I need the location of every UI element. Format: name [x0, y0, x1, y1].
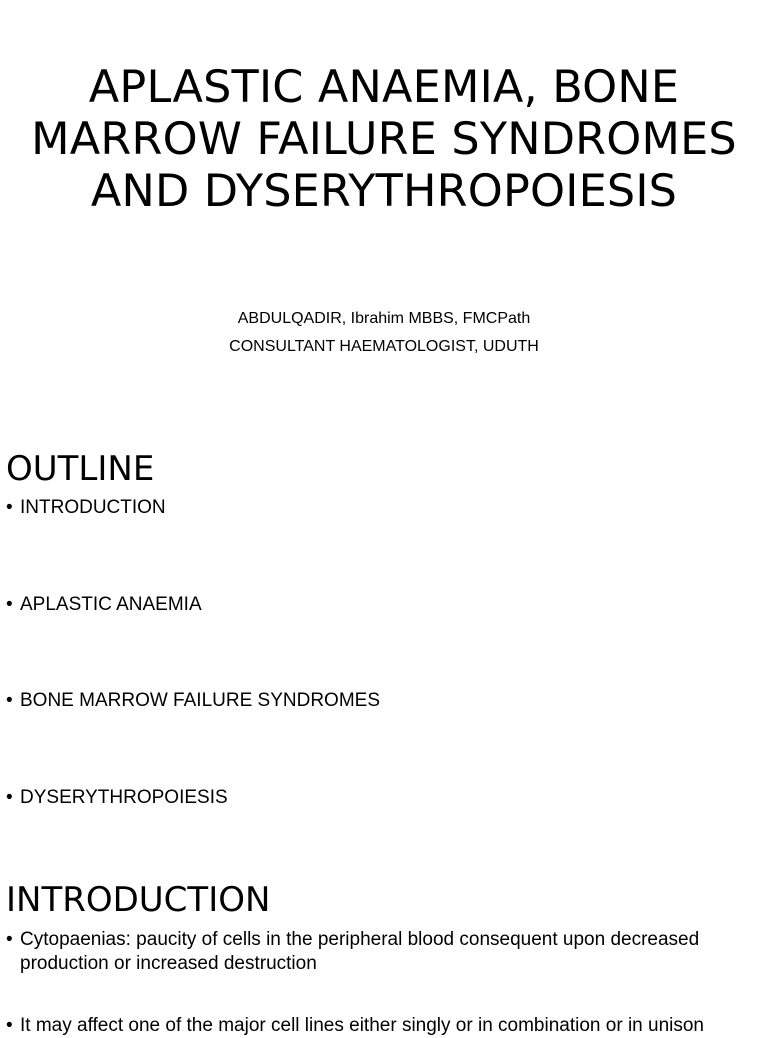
- bullet-icon: •: [6, 787, 13, 808]
- author-affiliation: CONSULTANT HAEMATOLOGIST, UDUTH: [229, 338, 539, 355]
- title-line-3: AND DYSERYTHROPOIESIS: [90, 166, 678, 217]
- outline-slide: [0, 432, 768, 864]
- outline-item-label: INTRODUCTION: [20, 497, 166, 518]
- bullet-icon: •: [6, 497, 13, 518]
- bullet-icon: •: [6, 690, 13, 711]
- outline-item-label: APLASTIC ANAEMIA: [20, 594, 202, 615]
- introduction-slide: [0, 864, 768, 1036]
- presentation-title: [0, 62, 768, 218]
- outline-item: [6, 786, 228, 810]
- bullet-icon: •: [6, 929, 13, 950]
- outline-item: [6, 496, 166, 520]
- outline-item: [6, 593, 202, 617]
- presenter-info: [0, 305, 768, 361]
- bullet-icon: •: [6, 1015, 13, 1036]
- introduction-heading: INTRODUCTION: [6, 880, 271, 920]
- intro-bullet-item: [6, 928, 766, 976]
- outline-item-label: BONE MARROW FAILURE SYNDROMES: [20, 690, 380, 711]
- title-line-2: MARROW FAILURE SYNDROMES: [31, 114, 737, 165]
- title-line-1: APLASTIC ANAEMIA, BONE: [88, 62, 680, 113]
- outline-heading: OUTLINE: [6, 449, 155, 489]
- bullet-icon: •: [6, 594, 13, 615]
- outline-item: [6, 689, 380, 713]
- title-slide: [0, 0, 768, 432]
- intro-bullet-text: Cytopaenias: paucity of cells in the peripheral blood consequent upon decreased production or increased destruction: [20, 929, 700, 974]
- author-name: ABDULQADIR, Ibrahim MBBS, FMCPath: [237, 310, 531, 327]
- outline-item-label: DYSERYTHROPOIESIS: [20, 787, 228, 808]
- intro-bullet-text: It may affect one of the major cell lines either singly or in combination or in unison: [20, 1015, 704, 1036]
- intro-bullet-item: [6, 1014, 766, 1038]
